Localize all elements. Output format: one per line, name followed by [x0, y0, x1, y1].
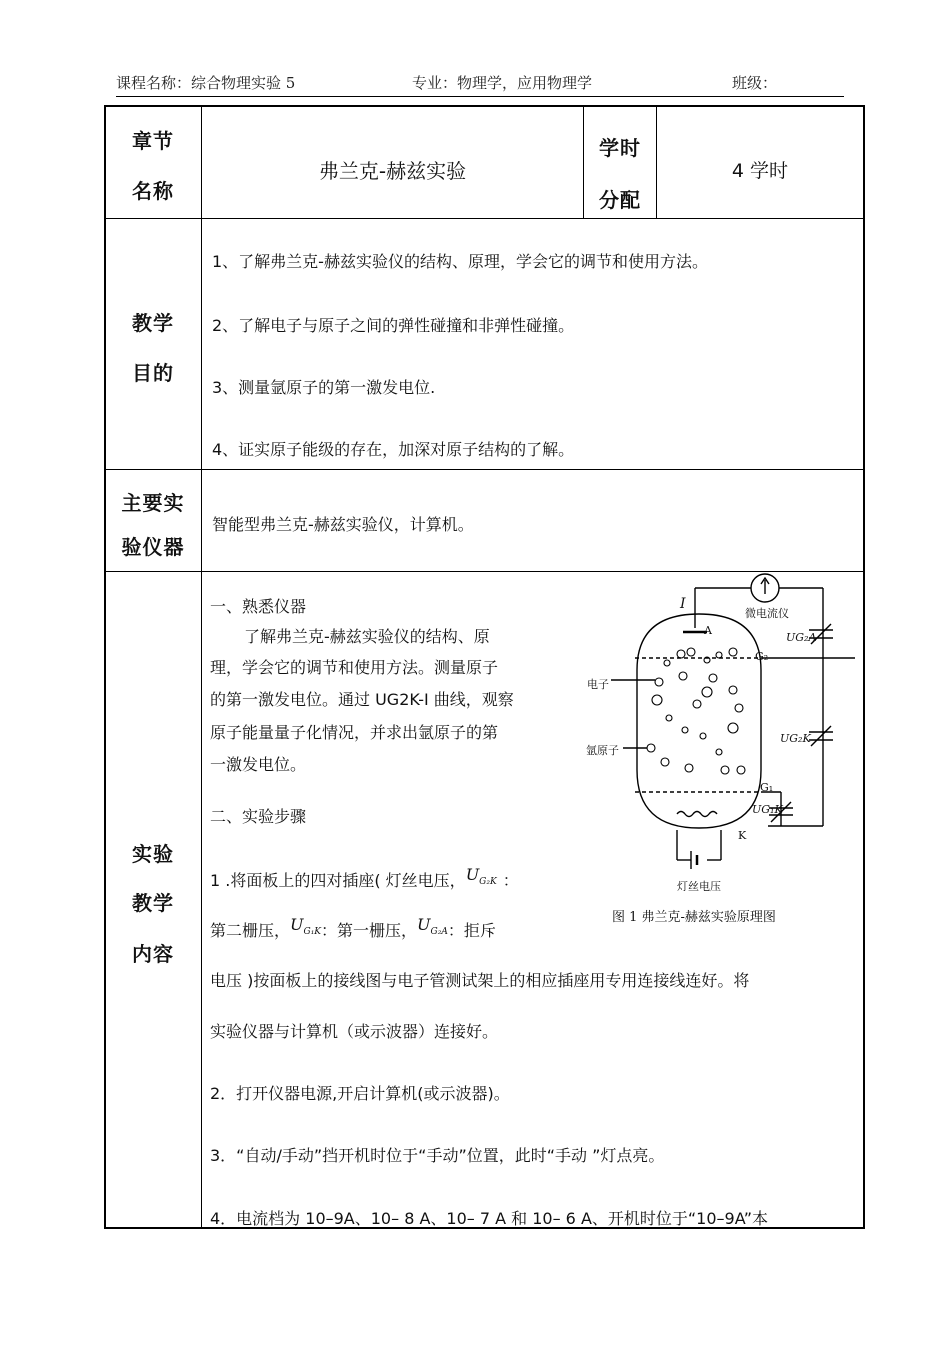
chapter-label-bottom: 名称	[132, 179, 174, 203]
symbol-u-g2a	[417, 915, 448, 938]
step1-text-d: ：第一栅压，	[321, 921, 418, 940]
table-border-left	[104, 105, 106, 1228]
major: 专业：物理学，应用物理学	[412, 74, 593, 92]
page-header	[116, 72, 844, 96]
row-divider-1	[104, 218, 865, 219]
figure-caption: 图 1 弗兰克-赫兹实验原理图	[612, 910, 776, 925]
symbol-u: U	[465, 865, 480, 884]
step1-line-4: 实验仪器与计算机（或示波器）连接好。	[210, 1022, 499, 1041]
step-2: 2．打开仪器电源,开启计算机(或示波器)。	[210, 1084, 510, 1103]
step-4: 4．电流档为 10–9A、10– 8 A、10– 7 A 和 10– 6 A、开机时位于“10–9A”本	[210, 1209, 768, 1228]
electron-label: 电子	[587, 678, 609, 691]
table-border-right	[863, 105, 865, 1228]
ug2a-label: UG₂A	[786, 631, 817, 644]
ug2k-label: UG₂K	[780, 732, 811, 745]
purpose-item-1: 1、了解弗兰克-赫兹实验仪的结构、原理，学会它的调节和使用方法。	[212, 252, 708, 271]
section1-line-4: 原子能量量子化情况，并求出氩原子的第	[210, 723, 499, 742]
hours-label-bottom: 分配	[599, 188, 641, 212]
section1-line-1: 了解弗兰克-赫兹实验仪的结构、原	[244, 627, 490, 646]
purpose-label-top: 教学	[132, 311, 174, 335]
content-label-3: 内容	[132, 942, 174, 966]
symbol-sub-g2k: G₂K	[479, 877, 497, 888]
purpose-label-bottom: 目的	[132, 361, 174, 385]
content-label-1: 实验	[132, 842, 174, 866]
step1-text-a: 1 .将面板上的四对插座( 灯丝电压，	[210, 871, 466, 890]
step1-text-c: 第二栅压，	[210, 921, 291, 940]
section1-line-5: 一激发电位。	[210, 755, 307, 774]
step-3: 3．“自动/手动”挡开机时位于“手动”位置，此时“手动 ”灯点亮。	[210, 1146, 665, 1165]
symbol-u-g1k	[290, 915, 322, 938]
symbol-u-g2k	[465, 865, 497, 888]
current-label: I	[680, 596, 686, 612]
class-label: 班级：	[732, 74, 778, 92]
row-divider-2	[104, 469, 865, 470]
symbol-sub-g2a: G₂A	[430, 927, 448, 938]
atom-label: 氩原子	[586, 744, 619, 757]
hours-value: 4 学时	[731, 160, 789, 182]
step1-text-b: ：	[502, 871, 519, 890]
ug1k-label: UG₁K	[752, 803, 783, 816]
grid2-label: G₂	[755, 650, 769, 663]
cathode-label: K	[738, 829, 747, 842]
hours-label-top: 学时	[599, 136, 641, 160]
anode-label: A	[704, 624, 712, 637]
instrument-label-top: 主要实	[121, 491, 185, 515]
symbol-sub-g1k: G₁K	[303, 927, 322, 938]
step1-text-e: ：拒斥	[447, 921, 496, 940]
meter-label: 微电流仪	[745, 607, 789, 620]
course-name: 课程名称：综合物理实验 5	[116, 74, 296, 92]
step1-line-2	[210, 915, 496, 943]
instrument-label-bottom: 验仪器	[121, 535, 185, 559]
chapter-label-top: 章节	[132, 129, 174, 153]
section1-line-3: 的第一激发电位。通过 UG2K-I 曲线，观察	[210, 690, 514, 709]
symbol-u: U	[290, 915, 304, 934]
column-divider	[201, 105, 202, 1228]
step1-line-3: 电压 )按面板上的接线图与电子管测试架上的相应插座用专用连接线连好。将	[210, 971, 750, 990]
section2-title: 二、实验步骤	[210, 807, 307, 826]
hours-divider-left	[583, 105, 584, 219]
symbol-u: U	[417, 915, 431, 934]
purpose-item-2: 2、了解电子与原子之间的弹性碰撞和非弹性碰撞。	[212, 316, 575, 335]
section1-line-2: 理，学会它的调节和使用方法。测量原子	[210, 658, 499, 677]
instrument-content: 智能型弗兰克-赫兹实验仪，计算机。	[212, 515, 474, 534]
purpose-item-4: 4、证实原子能级的存在，加深对原子结构的了解。	[212, 440, 575, 459]
chapter-title: 弗兰克-赫兹实验	[318, 159, 467, 183]
grid1-label: G₁	[760, 781, 774, 794]
step1-line-1	[210, 865, 519, 893]
filament-label: 灯丝电压	[677, 880, 721, 893]
table-border-top	[104, 105, 865, 107]
section1-title: 一、熟悉仪器	[210, 597, 307, 616]
content-label-2: 教学	[132, 891, 174, 915]
franck-hertz-diagram	[585, 570, 855, 900]
header-rule	[116, 96, 844, 97]
purpose-item-3: 3、测量氩原子的第一激发电位.	[212, 378, 436, 397]
